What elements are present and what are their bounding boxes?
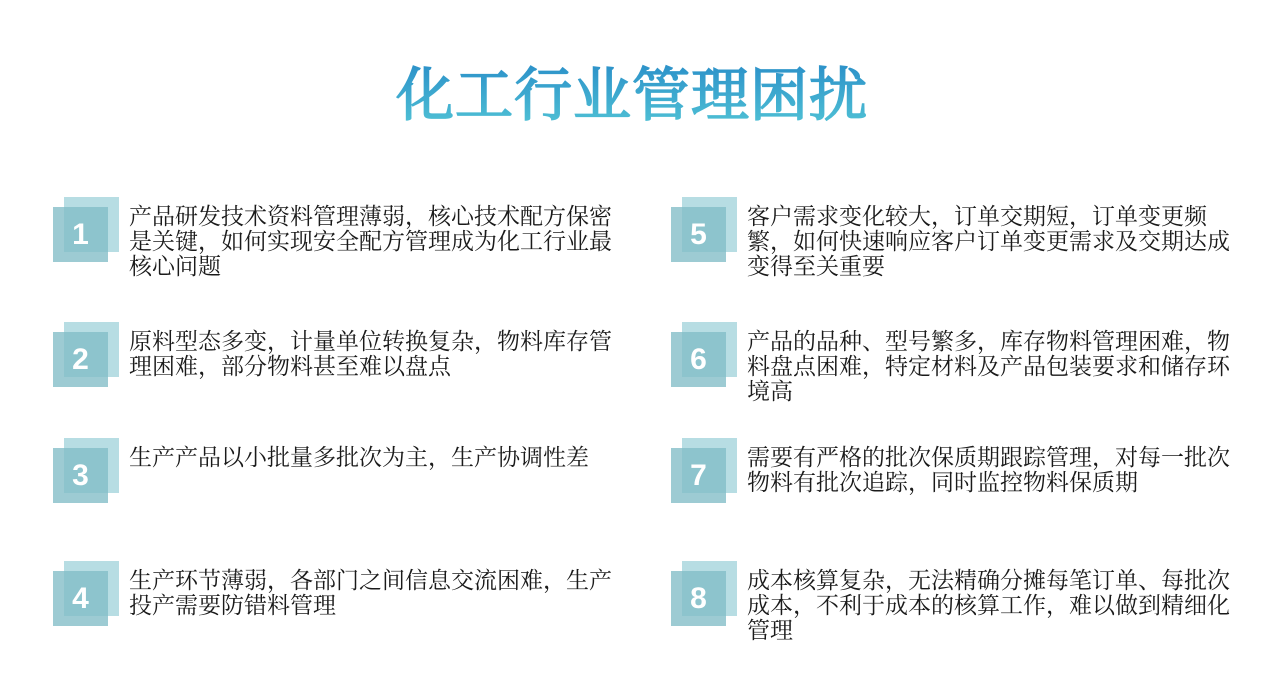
badge-front-layer	[671, 332, 726, 387]
badge-front-layer	[671, 207, 726, 262]
item-number-badge	[671, 438, 737, 504]
problem-item-7	[671, 438, 1239, 504]
problem-item-1	[53, 197, 624, 279]
problem-item-5	[671, 197, 1239, 279]
item-number: 6	[690, 342, 707, 376]
item-number-badge	[671, 561, 737, 627]
item-text: 客户需求变化较大，订单交期短，订单变更频繁，如何快速响应客户订单变更需求及交期达成变得至关重要	[747, 203, 1230, 279]
problem-item-4	[53, 561, 624, 627]
item-text: 产品研发技术资料管理薄弱，核心技术配方保密是关键，如何实现安全配方管理成为化工行业最核心问题	[129, 203, 612, 279]
item-number: 8	[690, 581, 707, 615]
item-text: 生产环节薄弱，各部门之间信息交流困难，生产投产需要防错料管理	[129, 567, 612, 618]
item-text: 成本核算复杂，无法精确分摊每笔订单、每批次成本，不利于成本的核算工作，难以做到精细化管理	[747, 567, 1230, 643]
problem-item-6	[671, 322, 1239, 404]
problem-item-3	[53, 438, 624, 504]
badge-front-layer	[671, 448, 726, 503]
item-number-badge	[53, 197, 119, 263]
item-number-badge	[53, 561, 119, 627]
page-title: 化工行业管理困扰	[0, 48, 1264, 132]
item-number-badge	[671, 322, 737, 388]
item-number: 3	[72, 458, 89, 492]
badge-front-layer	[53, 207, 108, 262]
item-number-badge	[53, 322, 119, 388]
item-number-badge	[671, 197, 737, 263]
item-number-badge	[53, 438, 119, 504]
item-number: 7	[690, 458, 707, 492]
badge-front-layer	[53, 448, 108, 503]
item-text: 原料型态多变，计量单位转换复杂，物料库存管理困难，部分物料甚至难以盘点	[129, 328, 612, 379]
item-text: 生产产品以小批量多批次为主，生产协调性差	[129, 444, 589, 470]
item-number: 5	[690, 217, 707, 251]
item-text: 需要有严格的批次保质期跟踪管理，对每一批次物料有批次追踪，同时监控物料保质期	[747, 444, 1230, 495]
badge-front-layer	[53, 332, 108, 387]
badge-front-layer	[671, 571, 726, 626]
badge-front-layer	[53, 571, 108, 626]
item-number: 2	[72, 342, 89, 376]
item-number: 1	[72, 217, 89, 251]
problem-item-8	[671, 561, 1239, 643]
item-text: 产品的品种、型号繁多，库存物料管理困难，物料盘点困难，特定材料及产品包装要求和储存环境高	[747, 328, 1230, 404]
item-number: 4	[72, 581, 89, 615]
problem-item-2	[53, 322, 624, 388]
